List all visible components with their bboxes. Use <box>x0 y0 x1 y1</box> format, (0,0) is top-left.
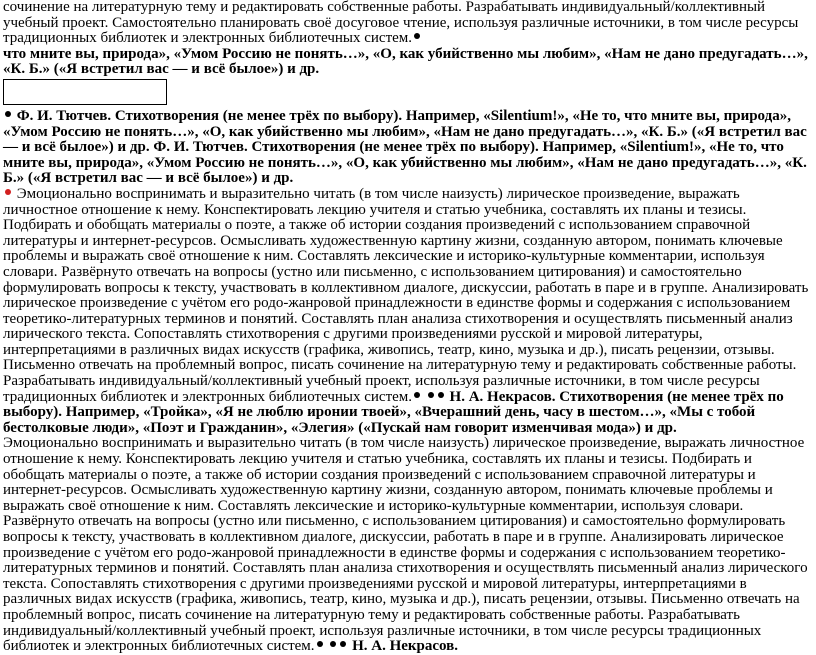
bullet-icon <box>428 392 434 398</box>
paragraph-intro-text: сочинение на литературную тему и редактировать собственные работы. Разрабатывать индивидуальный/коллективный учебный проект. Самостоятельно планировать своё досуговое чтение, используя различные источники, в том числе ресурсы традиционных библиотек и электронных библиотечных систем. <box>3 0 799 47</box>
paragraph-activities-2 <box>3 436 815 654</box>
activities-1-text: Эмоционально воспринимать и выразительно читать (в том числе наизусть) лирическое произведение, выражать личностное отношение к нему. Конспектировать лекцию учителя и статью учебника, составлять их планы и тезисы. Подбирать и обобщать материалы о поэте, а также об истории создания произведений с использованием справочной литературы и интернет-ресурсов. Осмысливать художественную картину жизни, созданную автором, понимать ключевые проблемы и выражать своё отношение к ним. Составлять лексические и историко-культурные комментарии, используя словари. Развёрнуто отвечать на вопросы (устно или письменно, с использованием цитирования) и самостоятельно формулировать вопросы к тексту, участвовать в коллективном диалоге, дискуссии, работать в паре и в группе. Анализировать лирическое произведение с учётом его родо-жанровой принадлежности в единстве формы и содержания с использованием теоретико-литературных терминов и понятий. Составлять план анализа стихотворения и осуществлять письменный анализ лирического текста. Сопоставлять стихотворения с другими произведениями русской и мировой литературы, интерпретациями в различных видах искусств (графика, живопись, театр, кино, музыка и др.), писать рецензии, отзывы. Письменно отвечать на проблемный вопрос, писать сочинение на литературную тему и редактировать собственные работы. Разрабатывать индивидуальный/коллективный учебный проект, используя различные источники, в том числе ресурсы традиционных библиотек и электронных библиотечных систем. <box>3 185 809 405</box>
paragraph-tyutchev-header <box>3 109 815 187</box>
bullet-icon <box>414 392 420 398</box>
bullet-icon <box>330 641 336 647</box>
bullet-icon <box>317 641 323 647</box>
paragraph-tyutchev-tail <box>3 47 815 78</box>
tyutchev-header-text: Ф. И. Тютчев. Стихотворения (не менее трёх по выбору). Например, «Silentium!», «Не то, что мните вы, природа», «Умом Россию не понять…», «О, как убийственно мы любим», «Нам не дано предугадать…», «К. Б.» («Я встретил вас — и всё былое») и др. Ф. И. Тютчев. Стихотворения (не менее трёх по выбору). Например, «Silentium!», «Не то, что мните вы, природа», «Умом Россию не понять…», «О, как убийственно мы любим», «Нам не дано предугадать…», «К. Б.» («Я встретил вас — и всё былое») и др. <box>3 107 807 187</box>
red-bullet-icon <box>5 189 11 195</box>
empty-cell-box <box>3 79 167 105</box>
nekrasov-header-text: Н. А. Некрасов. Стихотворения (не менее трёх по выбору). Например, «Тройка», «Я не люблю иронии твоей», «Вчерашний день, часу в шестом…», «Мы с тобой бестолковые люди», «Поэт и Гражданин», «Элегия» («Пускай нам говорит изменчивая мода») и др. <box>3 388 784 436</box>
bullet-icon <box>438 392 444 398</box>
bullet-icon <box>414 33 420 39</box>
document-page <box>3 0 815 655</box>
paragraph-activities-1 <box>3 187 815 437</box>
bullet-icon <box>5 111 11 117</box>
nekrasov-tail-text: Н. А. Некрасов. <box>352 638 459 655</box>
activities-2-text: Эмоционально воспринимать и выразительно читать (в том числе наизусть) лирическое произведение, выражать личностное отношение к нему. Конспектировать лекцию учителя и статью учебника, составлять их планы и тезисы. Подбирать и обобщать материалы о поэте, а также об истории создания произведений с использованием справочной литературы и интернет-ресурсов. Осмысливать художественную картину жизни, созданную автором, понимать ключевые проблемы и выражать своё отношение к ним. Составлять лексические и историко-культурные комментарии, используя словари. Развёрнуто отвечать на вопросы (устно или письменно, с использованием цитирования) и самостоятельно формулировать вопросы к тексту, участвовать в коллективном диалоге, дискуссии, работать в паре и в группе. Анализировать лирическое произведение с учётом его родо-жанровой принадлежности в единстве формы и содержания с использованием теоретико-литературных терминов и понятий. Составлять план анализа стихотворения и осуществлять письменный анализ лирического текста. Сопоставлять стихотворения с другими произведениями русской и мировой литературы, интерпретациями в различных видах искусств (графика, живопись, театр, кино, музыка и др.), писать рецензии, отзывы. Письменно отвечать на проблемный вопрос, писать сочинение на литературную тему и редактировать собственные работы. Разрабатывать индивидуальный/коллективный учебный проект, используя различные источники, в том числе ресурсы традиционных библиотек и электронных библиотечных систем. <box>3 435 808 655</box>
bullet-icon <box>340 641 346 647</box>
paragraph-intro <box>3 0 815 47</box>
tyutchev-tail-text: что мните вы, природа», «Умом Россию не понять…», «О, как убийственно мы любим», «Нам не дано предугадать…», «К. Б.» («Я встретил вас — и всё былое») и др. <box>3 45 808 78</box>
